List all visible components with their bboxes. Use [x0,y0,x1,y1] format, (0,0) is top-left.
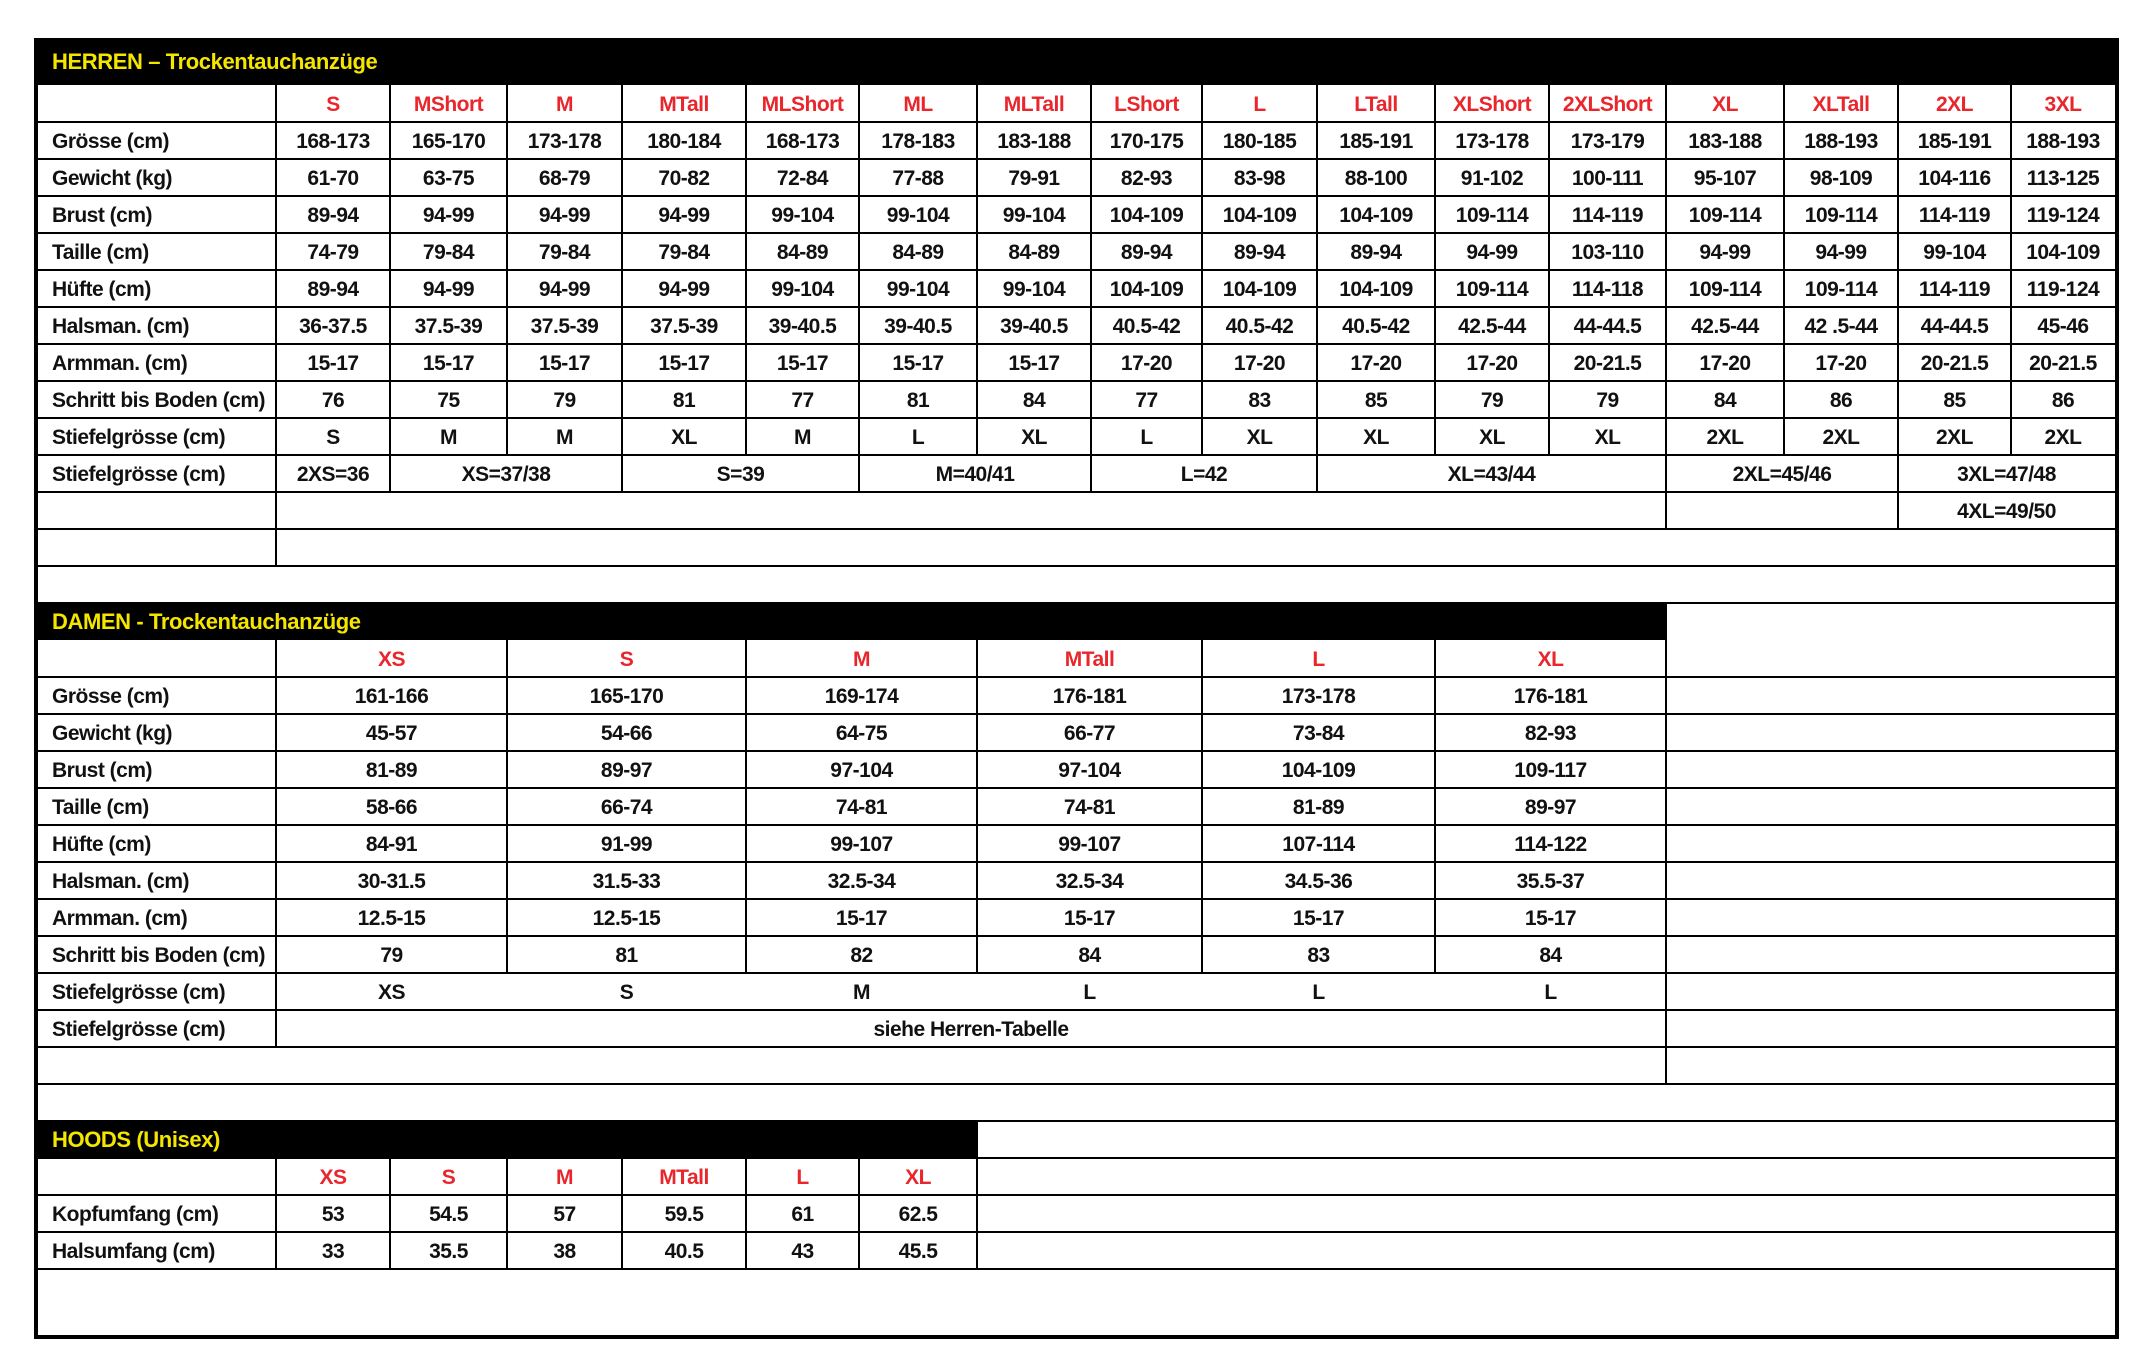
herren-cell: 72-84 [776,167,829,190]
herren-cell: 173-178 [1455,130,1529,153]
damen-row-label: Grösse (cm) [52,685,170,708]
hoods-header-bar [38,1121,977,1158]
herren-boot-cell: 2XL=45/46 [1732,463,1832,486]
herren-row-label: Taille (cm) [52,241,149,264]
damen-cell: 84 [1078,944,1101,967]
damen-cell: 15-17 [1524,907,1577,930]
herren-cell: XL [1363,426,1389,449]
herren-cell: 94-99 [658,278,710,301]
damen-cell: XS [377,981,405,1004]
herren-cell: 40.5-42 [1112,315,1181,338]
damen-cell: L [1312,981,1325,1004]
herren-cell: 104-109 [1109,204,1184,227]
herren-cell: 89-94 [307,204,359,227]
damen-cell: 173-178 [1281,685,1356,708]
damen-size-header: MTall [1064,648,1115,671]
herren-cell: 86 [1829,389,1853,412]
herren-cell: 79 [1480,389,1504,412]
damen-cell: S [619,981,634,1004]
herren-cell: 79-91 [1008,167,1060,190]
herren-cell: 40.5-42 [1342,315,1410,338]
herren-cell: 104-109 [1222,204,1297,227]
herren-cell: 185-191 [1339,130,1413,153]
herren-cell: 94-99 [422,278,475,301]
herren-cell: 17-20 [1233,352,1286,375]
herren-cell: 99-104 [771,204,834,227]
herren-size-header: XL [1712,93,1738,116]
herren-cell: XL [671,426,697,449]
herren-size-header: LShort [1114,93,1179,116]
herren-cell: 20-21.5 [2029,352,2097,375]
herren-cell: 104-109 [1339,278,1413,301]
damen-cell: 169-174 [824,685,899,708]
herren-cell: 98-109 [1809,167,1873,190]
herren-cell: 113-125 [2026,167,2100,190]
herren-cell: 39-40.5 [1000,315,1068,338]
herren-cell: 94-99 [1699,241,1751,264]
herren-cell: 89-94 [1120,241,1173,264]
hoods-cell: 43 [791,1240,814,1263]
damen-cell: 161-166 [354,685,429,708]
herren-cell: 15-17 [422,352,475,375]
herren-cell: 94-99 [422,204,475,227]
herren-cell: 84-89 [892,241,944,264]
herren-size-header: S [326,93,340,116]
herren-cell: 178-183 [881,130,955,153]
herren-boot-label: Stiefelgrösse (cm) [52,463,226,486]
damen-cell: 12.5-15 [592,907,661,930]
herren-cell: 170-175 [1109,130,1184,153]
herren-cell: 17-20 [1699,352,1751,375]
hoods-row-label: Halsumfang (cm) [52,1240,215,1263]
herren-cell: 94-99 [1815,241,1867,264]
hoods-cell: 57 [553,1203,576,1226]
hoods-cell: 45.5 [898,1240,938,1263]
herren-cell: 15-17 [776,352,829,375]
damen-cell: 109-117 [1514,759,1587,782]
damen-size-header: S [619,648,634,671]
damen-cell: 84 [1539,944,1562,967]
herren-cell: 82-93 [1120,167,1173,190]
herren-row-label: Schritt bis Boden (cm) [52,389,266,412]
herren-row-label: Gewicht (kg) [52,167,173,190]
damen-row-label: Gewicht (kg) [52,722,173,745]
herren-cell: 85 [1943,389,1966,412]
herren-size-header: MTall [659,93,709,116]
herren-cell: 20-21.5 [1920,352,1989,375]
damen-row-line [38,1083,2115,1085]
herren-cell: 81 [906,389,930,412]
herren-cell: 89-94 [1233,241,1286,264]
herren-cell: 17-20 [1120,352,1173,375]
herren-cell: 79-84 [658,241,710,264]
herren-cell: 95-107 [1693,167,1757,190]
herren-row-line [38,528,2115,530]
damen-row-label: Hüfte (cm) [52,833,151,856]
damen-row-label: Taille (cm) [52,796,149,819]
damen-header-bar [38,603,1666,640]
herren-cell: 84-89 [776,241,829,264]
herren-cell: 74-79 [307,241,359,264]
herren-size-header: MLShort [761,93,844,116]
herren-cell: 79 [553,389,576,412]
hoods-cell: 40.5 [664,1240,704,1263]
herren-cell: 37.5-39 [650,315,718,338]
damen-cell: 74-81 [835,796,888,819]
herren-cell: 180-185 [1222,130,1297,153]
herren-cell: 79 [1596,389,1619,412]
damen-cell: 74-81 [1063,796,1116,819]
herren-cell: 89-94 [307,278,359,301]
hoods-cell: 33 [321,1240,345,1263]
herren-cell: 99-104 [1002,278,1066,301]
herren-cell: 104-109 [1222,278,1297,301]
herren-cell: 44-44.5 [1920,315,1989,338]
herren-cell: 114-119 [1571,204,1644,227]
damen-cell: 31.5-33 [592,870,661,893]
damen-cell: 81 [615,944,638,967]
herren-cell: 42.5-44 [1458,315,1526,338]
herren-cell: XL [1479,426,1505,449]
herren-cell: 89-94 [1350,241,1402,264]
herren-row-label: Armman. (cm) [52,352,188,375]
herren-size-header: L [1253,93,1266,116]
herren-row-line [38,565,2115,567]
size-chart-grid [38,42,2115,1335]
herren-cell: 109-114 [1688,204,1762,227]
damen-size-header: XS [377,648,405,671]
herren-boot-cell: 2XS=36 [296,463,370,486]
herren-cell: 79-84 [422,241,475,264]
damen-row-label: Armman. (cm) [52,907,188,930]
damen-cell: 30-31.5 [357,870,426,893]
hoods-size-header: L [796,1166,809,1189]
herren-cell: XL [1594,426,1621,449]
hoods-cell: 53 [321,1203,345,1226]
damen-cell: 97-104 [830,759,893,782]
herren-cell: XL [1246,426,1273,449]
herren-cell: 77-88 [892,167,944,190]
herren-cell: 119-124 [2026,204,2100,227]
herren-cell: 109-114 [1455,204,1529,227]
herren-cell: 183-188 [1688,130,1762,153]
size-chart-frame [34,38,2119,1339]
herren-cell: 84-89 [1008,241,1060,264]
damen-cell: 64-75 [835,722,888,745]
damen-cell: 54-66 [600,722,653,745]
herren-cell: 37.5-39 [530,315,599,338]
damen-cell: 107-114 [1282,833,1355,856]
herren-cell: 86 [2051,389,2075,412]
damen-cell: 176-181 [1052,685,1127,708]
herren-cell: 76 [321,389,345,412]
hoods-header-bar-title: HOODS (Unisex) [52,1126,220,1152]
herren-cell: 88-100 [1344,167,1408,190]
herren-cell: 2XL [1706,426,1744,449]
damen-row-label: Schritt bis Boden (cm) [52,944,266,967]
herren-cell: 185-191 [1917,130,1992,153]
herren-size-header: 2XL [1935,93,1973,116]
herren-cell: XL [1021,426,1047,449]
hoods-size-header: S [441,1166,456,1189]
damen-boot-note: siehe Herren-Tabelle [873,1018,1069,1041]
boot-col-line [1665,492,1667,529]
herren-cell: 63-75 [422,167,475,190]
herren-size-header: 2XLShort [1562,93,1653,116]
damen-cell: 89-97 [600,759,653,782]
herren-boot-cell: XL=43/44 [1447,463,1536,486]
damen-cell: 45-57 [365,722,418,745]
damen-cell: 97-104 [1058,759,1121,782]
herren-size-header: XLShort [1452,93,1532,116]
herren-cell: 15-17 [307,352,359,375]
damen-cell: 58-66 [365,796,418,819]
herren-cell: 70-82 [658,167,710,190]
herren-header-bar-title: HERREN – Trockentauchanzüge [52,48,378,74]
herren-cell: 44-44.5 [1573,315,1642,338]
herren-header-bar [38,38,2115,85]
herren-cell: 104-109 [2026,241,2100,264]
herren-cell: 104-109 [1109,278,1184,301]
herren-cell: 79-84 [538,241,591,264]
herren-cell: 61-70 [307,167,359,190]
herren-size-header: 3XL [2044,93,2082,116]
herren-cell: 17-20 [1815,352,1867,375]
damen-cell: 66-74 [600,796,653,819]
herren-cell: 180-184 [647,130,721,153]
herren-cell: L [911,426,925,449]
herren-cell: 2XL [1822,426,1860,449]
herren-size-header: XLTall [1812,93,1870,116]
herren-boot-cell: 3XL=47/48 [1957,463,2056,486]
damen-cell: 66-77 [1063,722,1116,745]
herren-cell: 109-114 [1804,278,1878,301]
herren-cell: 17-20 [1350,352,1402,375]
damen-cell: 114-122 [1514,833,1587,856]
herren-size-header: MLTall [1003,93,1065,116]
herren-cell: L [1140,426,1153,449]
hoods-cell: 59.5 [664,1203,704,1226]
herren-boot-extra-cell: 4XL=49/50 [1957,500,2056,523]
damen-cell: L [1083,981,1096,1004]
herren-cell: 168-173 [296,130,370,153]
damen-cell: 89-97 [1524,796,1577,819]
herren-cell: 114-119 [1918,278,1991,301]
herren-cell: 165-170 [411,130,486,153]
herren-row-label: Halsman. (cm) [52,315,190,338]
herren-cell: 15-17 [1008,352,1060,375]
herren-row-label: Stiefelgrösse (cm) [52,426,226,449]
herren-cell: 77 [1135,389,1158,412]
damen-cell: 81-89 [1292,796,1345,819]
herren-cell: 119-124 [2026,278,2100,301]
herren-cell: 104-109 [1339,204,1413,227]
damen-cell: 15-17 [1063,907,1116,930]
damen-row-label: Halsman. (cm) [52,870,190,893]
damen-cell: 82 [850,944,873,967]
herren-cell: 45-46 [2037,315,2089,338]
damen-cell: 12.5-15 [357,907,426,930]
damen-cell: 165-170 [589,685,664,708]
herren-boot-cell: S=39 [716,463,765,486]
hoods-cell: 35.5 [429,1240,468,1263]
damen-cell: 15-17 [835,907,888,930]
damen-size-header: XL [1537,648,1564,671]
herren-cell: 84 [1713,389,1737,412]
herren-cell: 20-21.5 [1573,352,1642,375]
damen-row-label: Brust (cm) [52,759,153,782]
damen-cell: 34.5-36 [1284,870,1353,893]
herren-cell: 42 .5-44 [1804,315,1878,338]
herren-cell: 94-99 [538,278,591,301]
herren-size-header: ML [903,93,933,116]
herren-cell: 109-114 [1455,278,1529,301]
herren-cell: 94-99 [658,204,710,227]
herren-size-header: MShort [413,93,484,116]
herren-cell: 114-118 [1571,278,1644,301]
herren-cell: 109-114 [1804,204,1878,227]
herren-cell: 42.5-44 [1691,315,1759,338]
herren-cell: 100-111 [1571,167,1644,190]
herren-cell: 75 [437,389,460,412]
damen-cell: 82-93 [1524,722,1577,745]
herren-cell: M [440,426,457,449]
damen-cell: 32.5-34 [827,870,896,893]
herren-cell: 2XL [1935,426,1973,449]
herren-cell: 83-98 [1233,167,1286,190]
herren-cell: 85 [1364,389,1388,412]
herren-cell: 77 [791,389,814,412]
herren-cell: 173-178 [527,130,602,153]
herren-cell: 94-99 [538,204,591,227]
damen-cell: 81-89 [365,759,418,782]
herren-boot-cell: L=42 [1180,463,1228,486]
herren-cell: 173-179 [1570,130,1645,153]
herren-cell: 37.5-39 [414,315,483,338]
herren-cell: 17-20 [1466,352,1518,375]
hoods-cell: 62.5 [898,1203,938,1226]
damen-cell: L [1544,981,1557,1004]
damen-cell: 83 [1307,944,1330,967]
hoods-size-header: XL [905,1166,931,1189]
herren-boot-cell: M=40/41 [935,463,1015,486]
hoods-cell: 54.5 [429,1203,468,1226]
herren-cell: 36-37.5 [299,315,367,338]
herren-cell: 99-104 [886,278,950,301]
herren-cell: 99-104 [771,278,834,301]
damen-cell: 84-91 [365,833,418,856]
damen-cell: 99-107 [830,833,893,856]
herren-cell: 183-188 [997,130,1071,153]
damen-cell: 15-17 [1292,907,1345,930]
herren-cell: 103-110 [1571,241,1644,264]
herren-cell: 99-104 [1923,241,1986,264]
damen-cell: 35.5-37 [1516,870,1585,893]
herren-cell: S [326,426,340,449]
herren-cell: M [794,426,811,449]
damen-header-bar-title: DAMEN - Trockentauchanzüge [52,608,361,634]
herren-cell: 104-116 [1918,167,1991,190]
herren-cell: 39-40.5 [768,315,837,338]
herren-cell: 15-17 [892,352,944,375]
damen-cell: 73-84 [1292,722,1345,745]
herren-cell: 81 [672,389,696,412]
herren-cell: 84 [1022,389,1046,412]
herren-cell: 109-114 [1688,278,1762,301]
damen-cell: 91-99 [600,833,653,856]
damen-boot-label: Stiefelgrösse (cm) [52,1018,226,1041]
herren-cell: 168-173 [765,130,840,153]
herren-boot-cell: XS=37/38 [461,463,551,486]
herren-size-header: M [556,93,573,116]
hoods-size-header: XS [319,1166,347,1189]
herren-cell: 15-17 [538,352,591,375]
damen-cell: 32.5-34 [1055,870,1124,893]
damen-cell: M [853,981,870,1004]
hoods-size-header: M [556,1166,573,1189]
damen-cell: 99-107 [1058,833,1121,856]
herren-cell: 94-99 [1466,241,1518,264]
herren-cell: M [556,426,573,449]
herren-cell: 39-40.5 [884,315,952,338]
herren-cell: 99-104 [886,204,950,227]
hoods-cell: 38 [553,1240,576,1263]
herren-row-label: Hüfte (cm) [52,278,151,301]
herren-cell: 91-102 [1460,167,1524,190]
herren-cell: 114-119 [1918,204,1991,227]
herren-row-label: Brust (cm) [52,204,153,227]
herren-cell: 188-193 [2026,130,2100,153]
damen-size-header: L [1312,648,1325,671]
damen-size-header: M [853,648,870,671]
damen-row-label: Stiefelgrösse (cm) [52,981,226,1004]
herren-cell: 15-17 [658,352,710,375]
herren-cell: 40.5-42 [1225,315,1294,338]
herren-cell: 99-104 [1002,204,1066,227]
hoods-row-label: Kopfumfang (cm) [52,1203,219,1226]
herren-cell: 188-193 [1804,130,1878,153]
herren-cell: 2XL [2044,426,2082,449]
herren-size-header: LTall [1354,93,1398,116]
herren-cell: 83 [1248,389,1271,412]
herren-cell: 68-79 [538,167,591,190]
hoods-cell: 61 [791,1203,814,1226]
hoods-size-header: MTall [659,1166,709,1189]
damen-cell: 176-181 [1513,685,1588,708]
damen-cell: 104-109 [1281,759,1356,782]
damen-cell: 79 [380,944,403,967]
herren-row-label: Grösse (cm) [52,130,170,153]
